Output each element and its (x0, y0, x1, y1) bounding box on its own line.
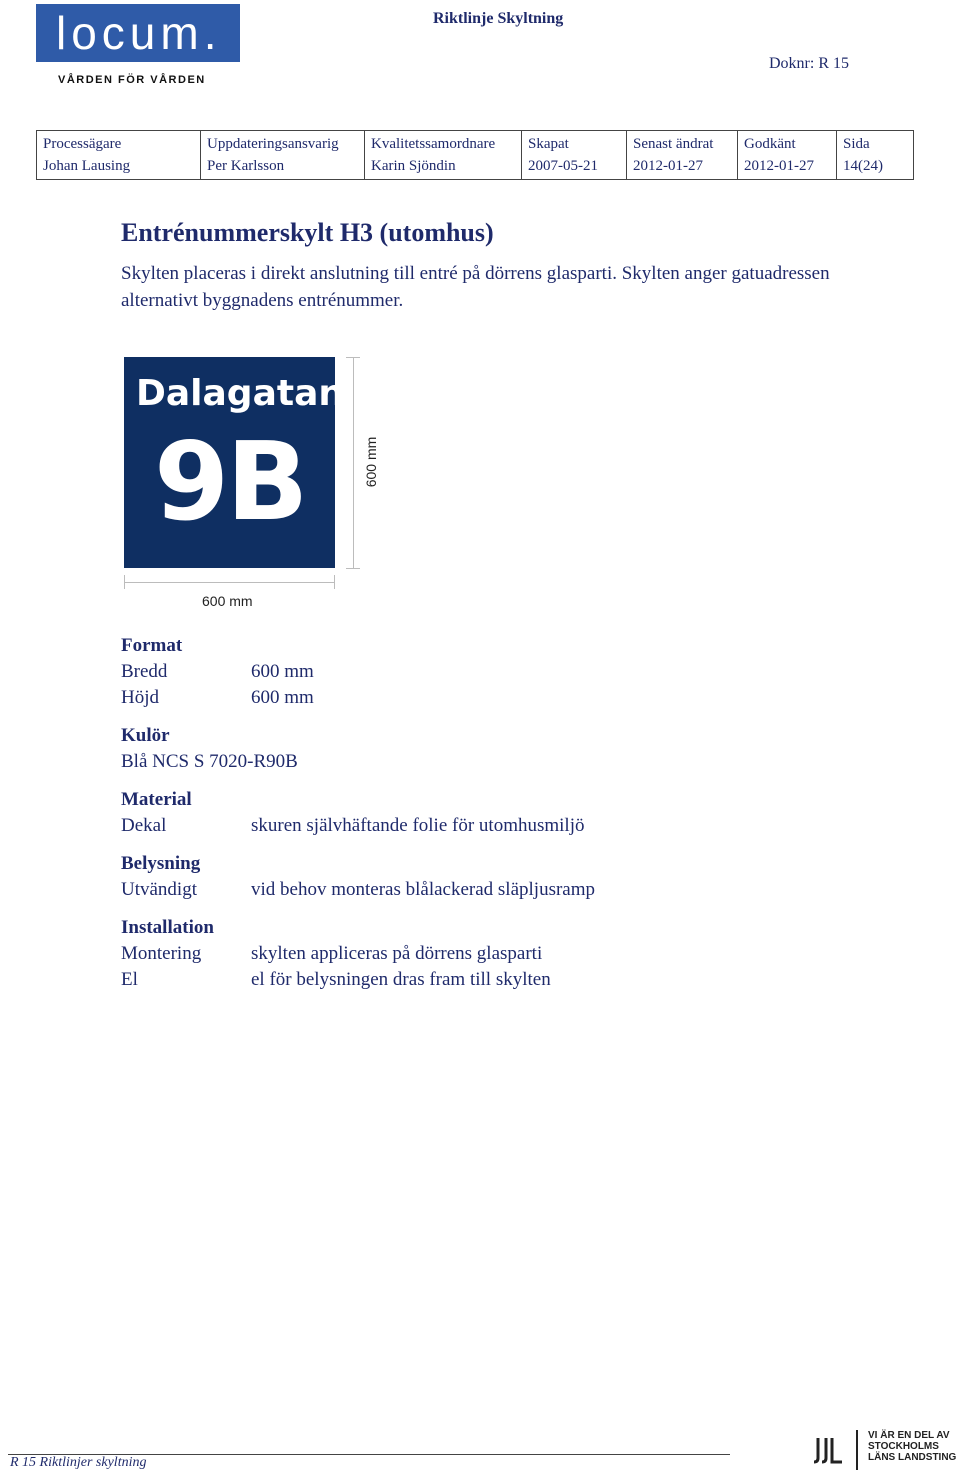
spec-row (121, 967, 821, 993)
column-label: Processägare (43, 136, 122, 152)
spec-value: skylten appliceras på dörrens glasparti (251, 943, 543, 964)
table-cell (627, 131, 738, 180)
spec-row (121, 685, 821, 711)
sll-emblem-icon (812, 1428, 862, 1472)
table-row (37, 131, 914, 180)
intro-paragraph: Skylten placeras i direkt anslutning till entré på dörrens glasparti. Skylten anger gatuadressen alternativt byggnadens entrénummer. (121, 263, 830, 311)
locum-logo (36, 4, 240, 62)
document-number: Doknr: R 15 (769, 55, 849, 72)
spec-key: Utvändigt (121, 879, 197, 900)
logo-text: locum. (56, 7, 222, 59)
sign-illustration (124, 357, 345, 568)
spec-row (121, 877, 821, 903)
column-value: Johan Lausing (43, 158, 131, 174)
dimension-tick (124, 575, 125, 589)
column-label: Godkänt (744, 136, 796, 152)
table-cell (37, 131, 201, 180)
spec-value: vid behov monteras blålackerad släpljusramp (251, 879, 596, 900)
sll-text: VI ÄR EN DEL AV STOCKHOLMS LÄNS LANDSTING (868, 1430, 957, 1463)
table-cell (522, 131, 627, 180)
column-value: 2007-05-21 (528, 158, 598, 174)
spec-value: 600 mm (251, 661, 314, 682)
sign-street: Dalagatan (136, 373, 345, 414)
spec-key: Montering (121, 943, 202, 964)
sll-logo (812, 1428, 960, 1472)
spec-value: Blå NCS S 7020-R90B (121, 751, 298, 772)
specifications (121, 633, 821, 993)
spec-row (121, 749, 821, 775)
column-value: 14(24) (843, 158, 883, 174)
width-dimension-label: 600 mm (202, 593, 253, 609)
column-label: Sida (843, 136, 870, 152)
column-value: Karin Sjöndin (371, 158, 456, 174)
dimension-tick (334, 575, 335, 589)
spec-row (121, 813, 821, 839)
document-title: Riktlinje Skyltning (433, 10, 564, 27)
spec-row (121, 941, 821, 967)
spec-value: el för belysningen dras fram till skylten (251, 969, 551, 990)
column-label: Senast ändrat (633, 136, 714, 152)
column-label: Uppdateringsansvarig (207, 136, 339, 152)
table-cell (837, 131, 914, 180)
logo-tagline: VÅRDEN FÖR VÅRDEN (58, 74, 206, 86)
table-cell (738, 131, 837, 180)
table-cell (365, 131, 522, 180)
installation-title: Installation (121, 917, 214, 938)
height-dimension-line (353, 357, 354, 569)
column-label: Kvalitetssamordnare (371, 136, 496, 152)
lighting-title: Belysning (121, 853, 201, 874)
height-dimension-label: 600 mm (363, 436, 379, 488)
column-value: Per Karlsson (207, 158, 285, 174)
metadata-table (36, 130, 914, 180)
dimension-tick (346, 568, 360, 569)
spec-key: Dekal (121, 815, 167, 836)
spec-key: El (121, 969, 138, 990)
format-title: Format (121, 635, 183, 656)
spec-value: skuren självhäftande folie för utomhusmiljö (251, 815, 585, 836)
column-value: 2012-01-27 (633, 158, 703, 174)
sign-number: 9B (154, 420, 306, 545)
material-title: Material (121, 789, 192, 810)
spec-key: Höjd (121, 687, 159, 708)
section-heading: Entrénummerskylt H3 (utomhus) (121, 218, 494, 247)
dimension-tick (346, 357, 360, 358)
column-value: 2012-01-27 (744, 158, 814, 174)
table-cell (201, 131, 365, 180)
spec-row (121, 659, 821, 685)
color-title: Kulör (121, 725, 170, 746)
spec-key: Bredd (121, 661, 168, 682)
spec-value: 600 mm (251, 687, 314, 708)
width-dimension-line (124, 582, 335, 583)
column-label: Skapat (528, 136, 569, 152)
footer-text: R 15 Riktlinjer skyltning (10, 1455, 147, 1470)
